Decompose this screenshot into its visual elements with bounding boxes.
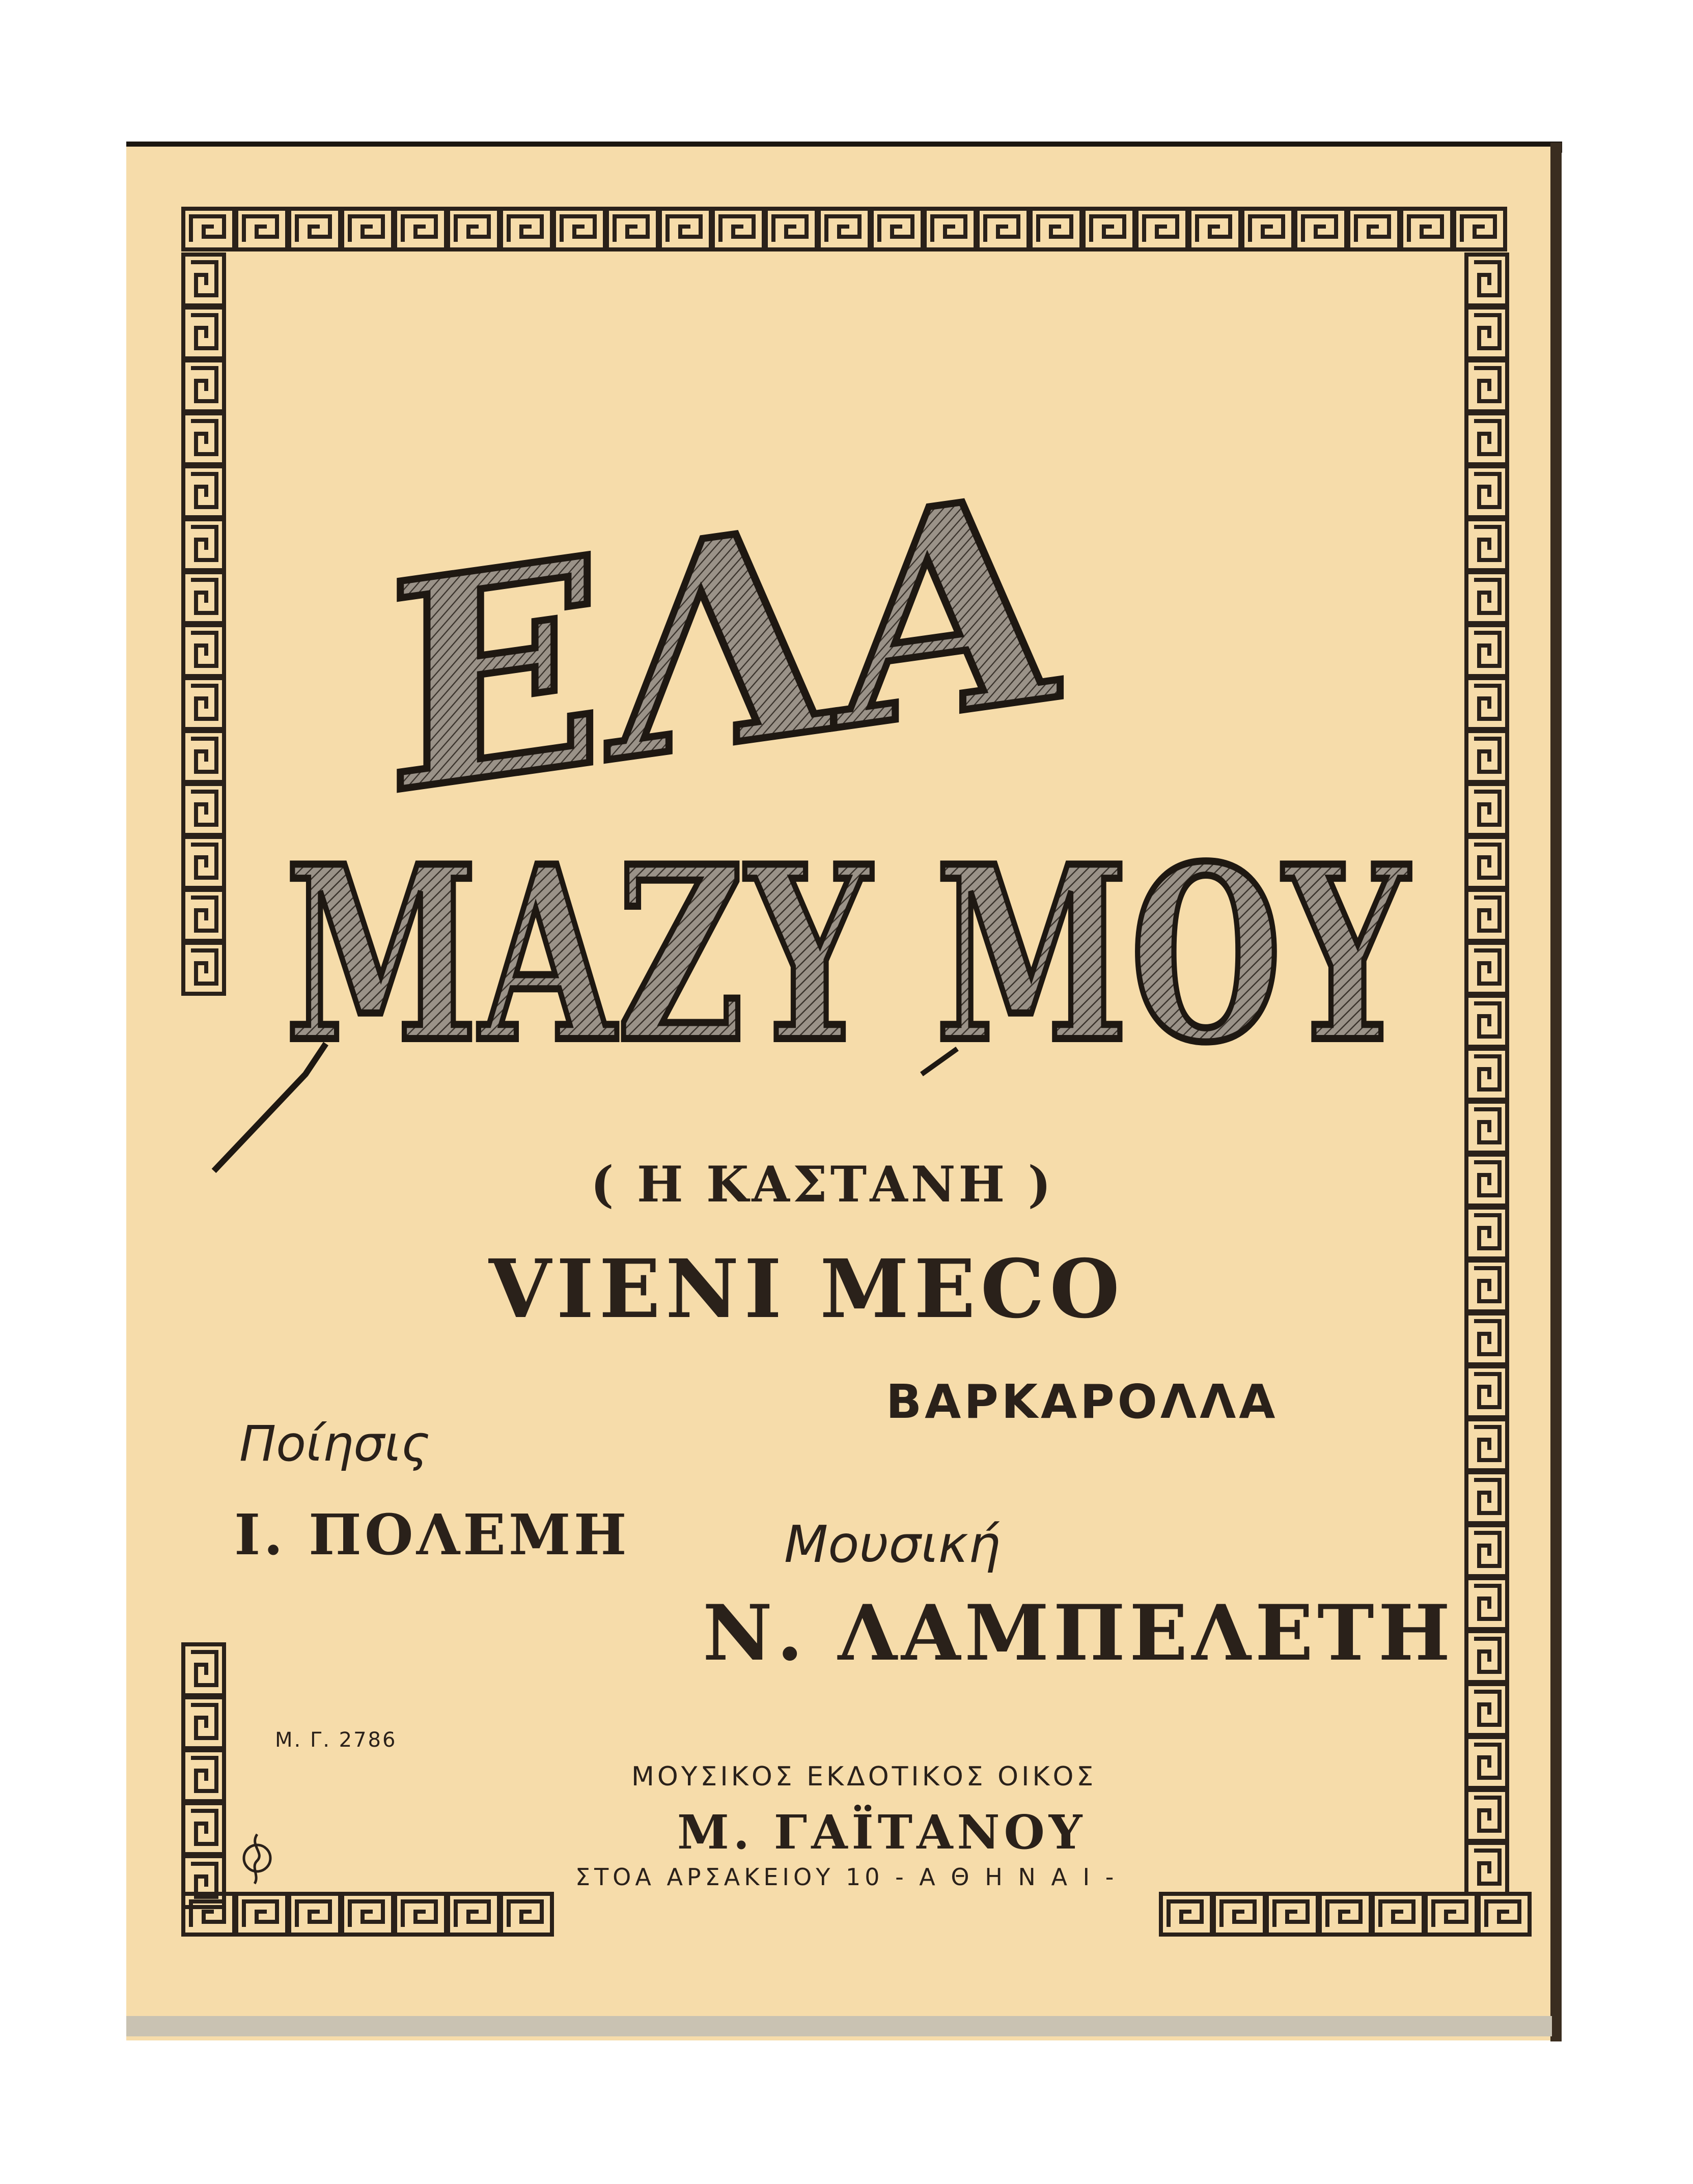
genre-label: ΒΑΡΚΑΡΟΛΛΑ <box>886 1375 1279 1429</box>
music-label: Μουσική <box>784 1515 1001 1574</box>
title-line1: ΕΛΑ <box>387 428 1062 858</box>
lyricist-name: Ι. ΠΟΛΕΜΗ <box>234 1502 630 1567</box>
publisher-logo-icon <box>239 1830 275 1886</box>
italian-title: VIENI MECO <box>489 1242 1125 1336</box>
publisher-line: ΜΟΥΣΙΚΟΣ ΕΚΔΟΤΙΚΟΣ ΟΙΚΟΣ <box>631 1761 1097 1792</box>
publisher-address: ΣΤΟΑ ΑΡΣΑΚΕΙΟΥ 10 - Α Θ Η Ν Α Ι - <box>575 1863 1118 1891</box>
title-line2: ΜΑΖΥ ΜΟΥ <box>285 814 1412 1095</box>
subtitle: ( Η ΚΑΣΤΑΝΗ ) <box>591 1156 1054 1213</box>
lyrics-label: Ποίησις <box>239 1415 430 1472</box>
catalog-number: Μ. Γ. 2786 <box>275 1728 397 1752</box>
publisher-name: Μ. ΓΑΪΤΑΝΟΥ <box>677 1805 1087 1860</box>
composer-name: Ν. ΛΑΜΠΕΛΕΤΗ <box>703 1588 1455 1678</box>
